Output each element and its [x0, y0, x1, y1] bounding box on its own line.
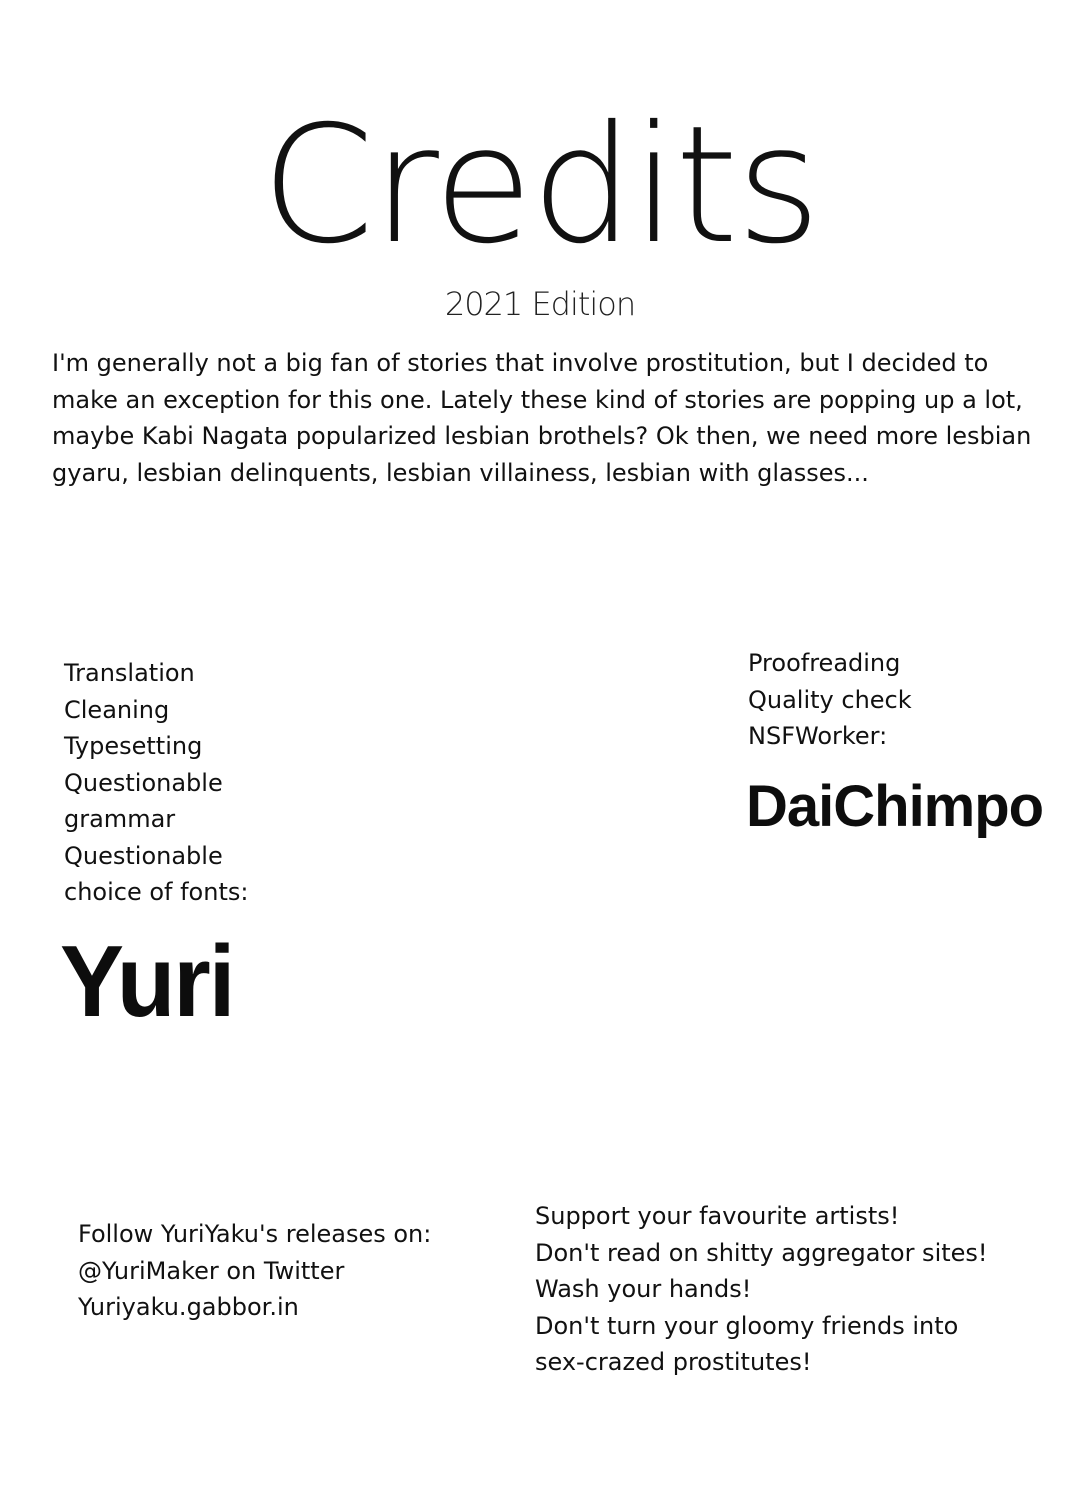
- intro-paragraph: I'm generally not a big fan of stories that involve prostitution, but I decided to make an exception for this one. Lately these kind of stories are popping up a lot, maybe Kabi Nagata popularized lesbian brothels? Ok then, we need more lesbian gyaru, lesbian delinquents, lesbian villainess, lesbian with glasses...: [52, 349, 1032, 487]
- support-line: sex-crazed prostitutes!: [535, 1348, 812, 1376]
- twitter-handle: @YuriMaker on Twitter: [78, 1256, 345, 1285]
- website-link: Yuriyaku.gabbor.in: [78, 1293, 299, 1321]
- role-label: Proofreading: [748, 649, 901, 677]
- follow-info: [78, 1216, 431, 1326]
- right-credit-roles: [748, 645, 1048, 755]
- role-label: Questionable: [64, 841, 223, 870]
- role-label: Quality check: [748, 685, 912, 714]
- role-label: choice of fonts:: [64, 878, 249, 906]
- support-line: Don't turn your gloomy friends into: [535, 1311, 959, 1340]
- credit-name-right: DaiChimpo: [746, 774, 1044, 839]
- follow-line: Follow YuriYaku's releases on:: [78, 1220, 432, 1248]
- left-credit-roles: [64, 655, 324, 911]
- role-label: Questionable: [64, 768, 223, 797]
- page-title: Credits: [261, 92, 819, 280]
- edition-subtitle: 2021 Edition: [444, 285, 636, 323]
- support-messages: [535, 1198, 1055, 1381]
- role-label: Cleaning: [64, 695, 170, 724]
- role-label: Typesetting: [64, 732, 203, 760]
- role-label: Translation: [64, 659, 195, 687]
- role-label: grammar: [64, 805, 176, 833]
- role-label: NSFWorker:: [748, 722, 888, 750]
- support-line: Wash your hands!: [535, 1275, 752, 1303]
- support-line: Don't read on shitty aggregator sites!: [535, 1238, 988, 1267]
- support-line: Support your favourite artists!: [535, 1202, 900, 1230]
- credit-name-left: Yuri: [60, 925, 234, 1039]
